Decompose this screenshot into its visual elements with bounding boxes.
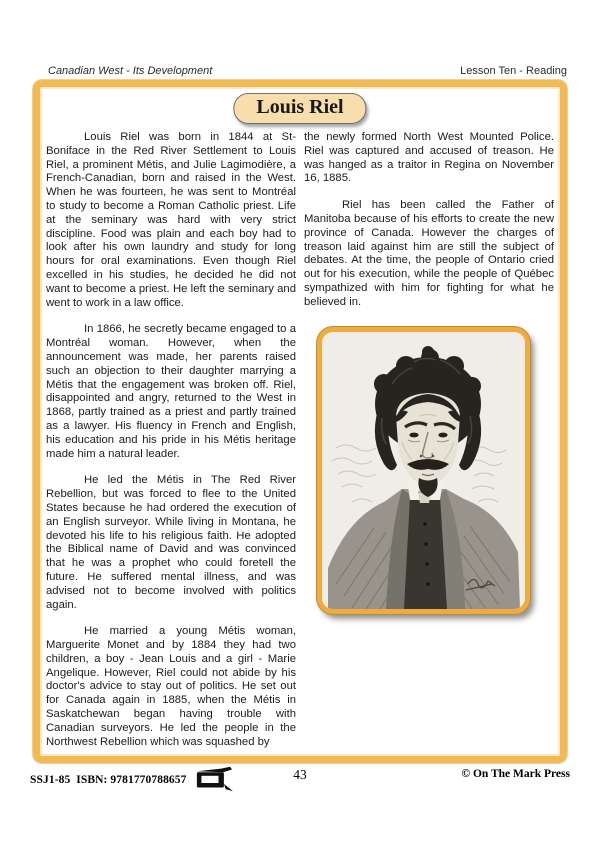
paragraph: Louis Riel was born in 1844 at St-Boniface in the Red River Settlement to Louis Riel, a prominent Métis, and Julie Lagimodière, a French-Canadian, born and raised in the West. When he was fourteen, he was sent to Montréal to study to become a Roman Catholic priest. Life at the seminary was hard with very strict discipline. Food was plain and each boy had to look after his own laundry and study for long hours for oral examinations. Even though Riel excelled in his studies, he decided he did not want to become a priest. He left the seminary and went to work in a law office. <box>46 131 296 309</box>
page-footer <box>30 764 570 794</box>
paragraph: He married a young Métis woman, Marguerite Monet and by 1884 they had two children, a boy - Jean Louis and a girl - Marie Angelique. However, Riel could not abide by his doctor's advice to stay out of politics. He set out for Canada again in 1885, when the Métis in Saskatchewan began having trouble with Canadian surveyors. He led the people in the Northwest Rebellion which was squashed by <box>46 625 296 748</box>
header-lesson-title: Lesson Ten - Reading <box>460 65 567 77</box>
footer-left <box>30 768 233 792</box>
right-column <box>304 131 554 752</box>
copyright: © On The Mark Press <box>461 768 570 780</box>
paragraph: He led the Métis in The Red River Rebellion, but was forced to flee to the United States because he had ordered the execution of an English surveyor. While living in Montana, he devoted his life to his religious faith. He adopted the Biblical name of David and was convinced that he was a prophet who could foretell the future. He suffered mental illness, and was advised not to become involved with politics again. <box>46 474 296 611</box>
page-number: 43 <box>293 767 307 782</box>
paragraph: the newly formed North West Mounted Police. Riel was captured and accused of treason. He was hanged as a traitor in Regina on November 16, 1885. <box>304 131 554 185</box>
paragraph: Riel has been called the Father of Manitoba because of his efforts to create the new province of Canada. However the charges of treason laid against him are still the subject of debates. At the time, the people of Ontario cried out for his execution, while the people of Québec sympathized with him for fighting for what he believed in. <box>304 199 554 308</box>
portrait-engraving-image <box>322 332 525 609</box>
header-course-title: Canadian West - Its Development <box>48 65 213 77</box>
product-code-isbn: SSJ1-85 ISBN: 9781770788657 <box>30 774 187 786</box>
press-book-icon <box>195 765 233 792</box>
louis-riel-portrait <box>317 327 530 614</box>
paragraph: In 1866, he secretly became engaged to a Montréal woman. However, when the announcement was made, her parents raised such an objection to their daughter marrying a Métis that the engagement was broken off. Riel, disappointed and angry, returned to the West in 1868, partly trained as a priest and partly trained as a lawyer. His fluency in French and English, his education and his pride in his Métis heritage made him a natural leader. <box>46 323 296 460</box>
article-columns <box>46 131 554 752</box>
running-header <box>33 61 567 77</box>
article-frame <box>33 80 567 763</box>
left-column <box>46 131 296 752</box>
page-title: Louis Riel <box>233 93 366 124</box>
